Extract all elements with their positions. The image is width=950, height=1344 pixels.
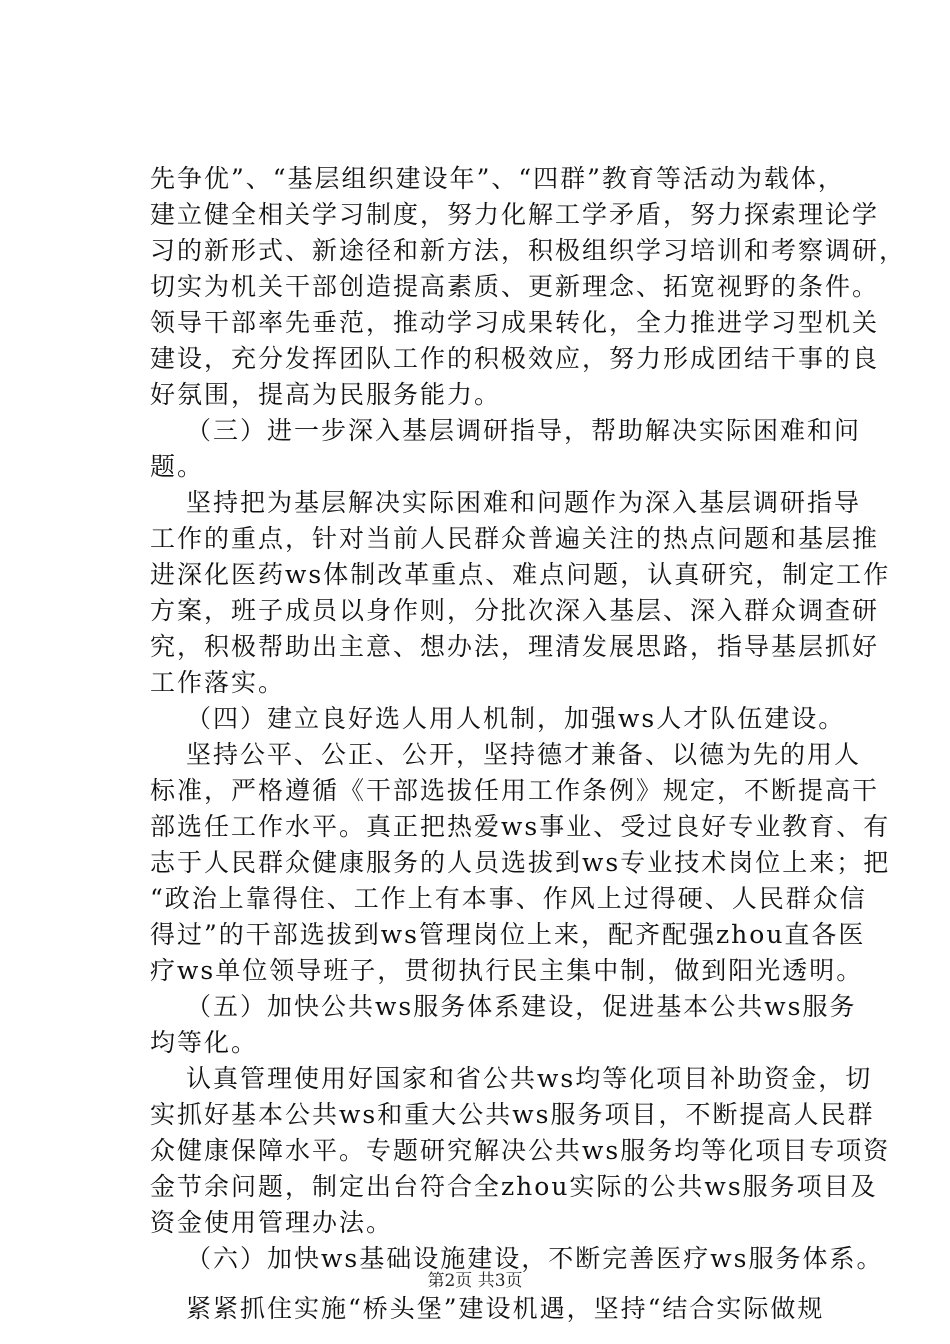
paragraph-first-line: 认真管理使用好国家和省公共ws均等化项目补助资金，切 <box>186 1064 873 1093</box>
section-heading: （五）加快公共ws服务体系建设，促进基本公共ws服务 <box>186 992 857 1021</box>
text-line: 金节余问题，制定出台符合全zhou实际的公共ws服务项目及 <box>150 1172 878 1201</box>
text-line: 实抓好基本公共ws和重大公共ws服务项目，不断提高人民群 <box>150 1100 875 1129</box>
page-footer: 第2页 共3页 <box>427 1271 523 1291</box>
section-heading-continuation: 均等化。 <box>150 1028 259 1057</box>
text-line: 究，积极帮助出主意、想办法，理清发展思路，指导基层抓好 <box>150 632 880 661</box>
text-line: 众健康保障水平。专题研究解决公共ws服务均等化项目专项资 <box>150 1136 891 1165</box>
text-line: 工作的重点，针对当前人民群众普遍关注的热点问题和基层推 <box>150 524 880 553</box>
text-line: 标准，严格遵循《干部选拔任用工作条例》规定，不断提高干 <box>150 776 880 805</box>
text-line: 先争优”、“基层组织建设年”、“四群”教育等活动为载体， <box>150 164 845 193</box>
text-line: 建设，充分发挥团队工作的积极效应，努力形成团结干事的良 <box>150 344 880 373</box>
text-line: 建立健全相关学习制度，努力化解工学矛盾，努力探索理论学 <box>150 200 880 229</box>
text-line: 好氛围，提高为民服务能力。 <box>150 380 502 409</box>
text-line: 疗ws单位领导班子，贯彻执行民主集中制，做到阳光透明。 <box>150 956 864 985</box>
document-body <box>150 161 907 1327</box>
text-line: 切实为机关干部创造提高素质、更新理念、拓宽视野的条件。 <box>150 272 880 301</box>
text-line: 领导干部率先垂范，推动学习成果转化，全力推进学习型机关 <box>150 308 880 337</box>
text-line: 方案，班子成员以身作则，分批次深入基层、深入群众调查研 <box>150 596 880 625</box>
text-line: 志于人民群众健康服务的人员选拔到ws专业技术岗位上来；把 <box>150 848 891 877</box>
text-line: 习的新形式、新途径和新方法，积极组织学习培训和考察调研， <box>150 236 907 265</box>
text-line: 部选任工作水平。真正把热爱ws事业、受过良好专业教育、有 <box>150 812 891 841</box>
section-heading-continuation: 题。 <box>150 452 205 481</box>
text-line: 进深化医药ws体制改革重点、难点问题，认真研究，制定工作 <box>150 560 891 589</box>
paragraph-first-line: 坚持把为基层解决实际困难和问题作为深入基层调研指导 <box>186 488 862 517</box>
section-heading: （三）进一步深入基层调研指导，帮助解决实际困难和问 <box>186 416 862 445</box>
text-line: 工作落实。 <box>150 668 286 697</box>
section-heading: （六）加快ws基础设施建设，不断完善医疗ws服务体系。 <box>186 1244 884 1273</box>
text-line: 资金使用管理办法。 <box>150 1208 394 1237</box>
paragraph-first-line: 坚持公平、公正、公开，坚持德才兼备、以德为先的用人 <box>186 740 862 769</box>
section-heading: （四）建立良好选人用人机制，加强ws人才队伍建设。 <box>186 704 846 733</box>
paragraph-first-line: 紧紧抓住实施“桥头堡”建设机遇，坚持“结合实际做规 <box>186 1294 825 1323</box>
text-line: “政治上靠得住、工作上有本事、作风上过得硬、人民群众信 <box>150 884 867 913</box>
text-line: 得过”的干部选拔到ws管理岗位上来，配齐配强zhou直各医 <box>150 920 866 949</box>
